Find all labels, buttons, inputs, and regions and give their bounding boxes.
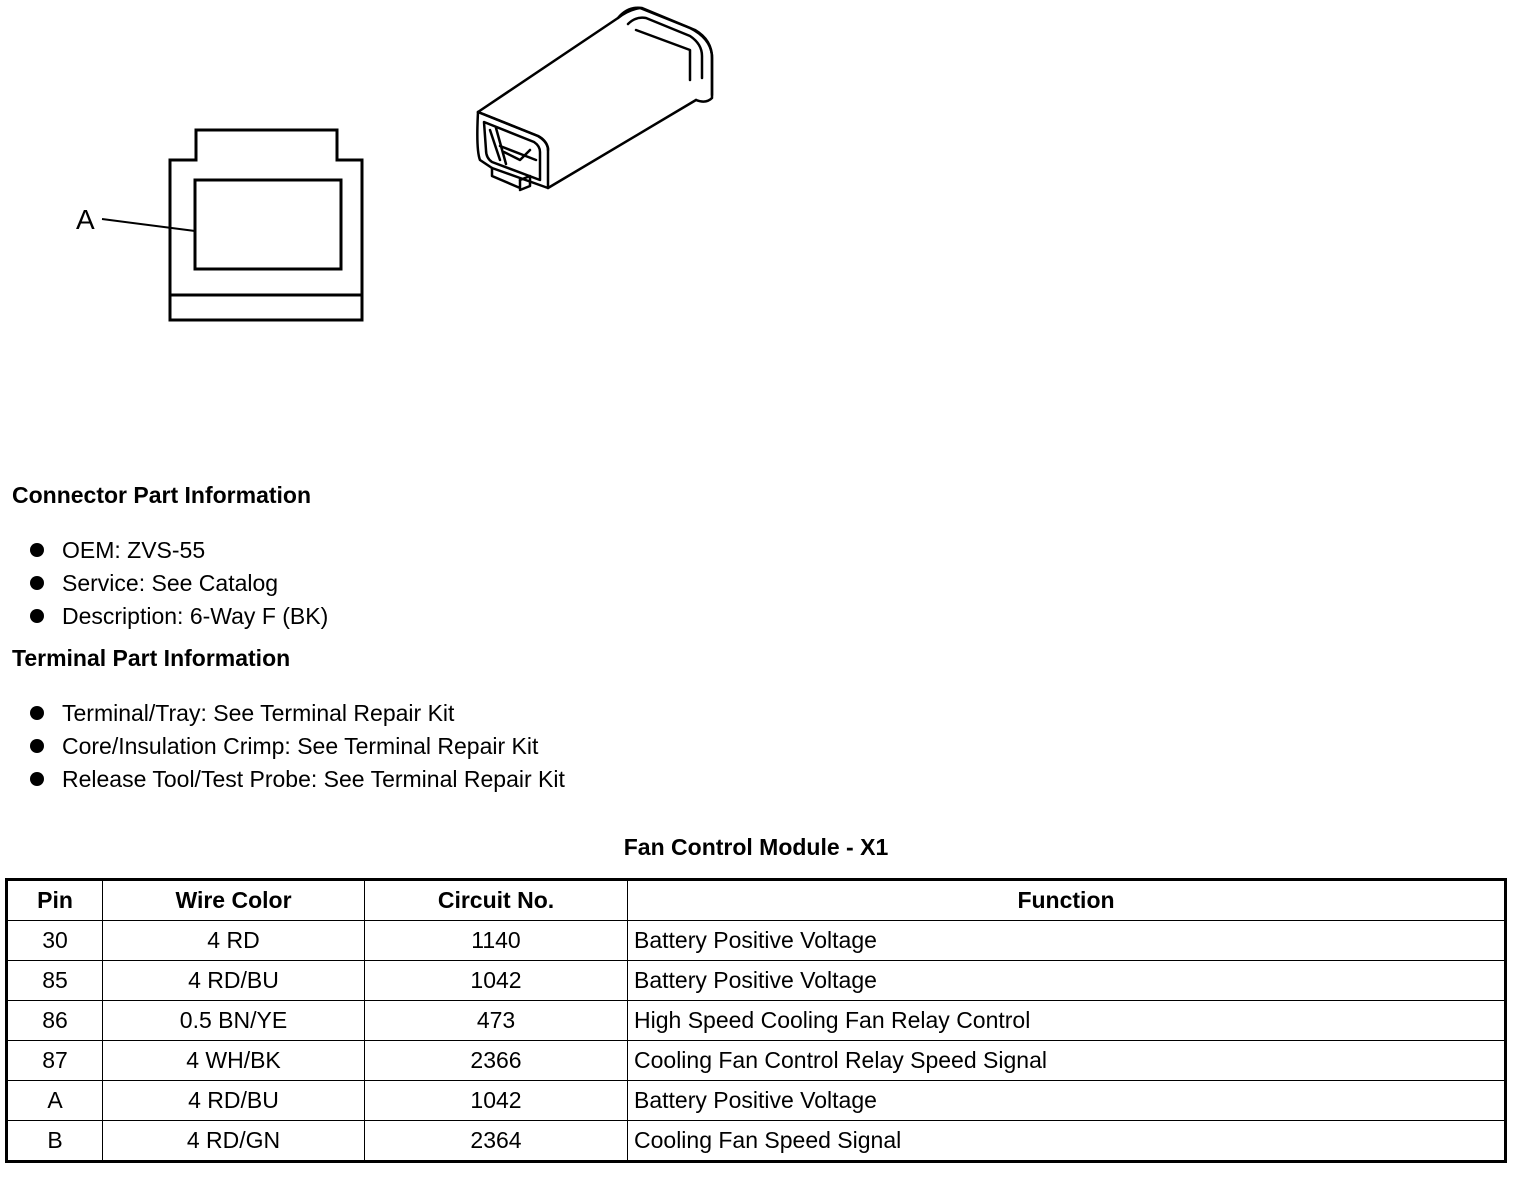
bullet-icon xyxy=(30,576,44,590)
connector-diagram xyxy=(0,0,760,340)
connector-perspective-view xyxy=(477,8,712,190)
callout-label-a: A xyxy=(76,204,95,235)
cell-wire-color: 4 RD/GN xyxy=(103,1121,365,1162)
list-item-text: Service: See Catalog xyxy=(62,570,279,596)
cell-pin: 87 xyxy=(7,1041,103,1081)
table-row xyxy=(7,1041,1506,1081)
list-item xyxy=(30,697,565,730)
cell-pin: 86 xyxy=(7,1001,103,1041)
cell-pin: B xyxy=(7,1121,103,1162)
cell-circuit: 1042 xyxy=(365,1081,628,1121)
list-item xyxy=(30,763,565,796)
bullet-icon xyxy=(30,609,44,623)
cell-wire-color: 4 RD xyxy=(103,921,365,961)
table-title: Fan Control Module - X1 xyxy=(623,834,889,860)
list-item-text: OEM: ZVS-55 xyxy=(62,537,206,563)
bullet-icon xyxy=(30,543,44,557)
terminal-info-heading: Terminal Part Information xyxy=(12,645,291,671)
list-item xyxy=(30,730,565,763)
list-item-text: Core/Insulation Crimp: See Terminal Repair Kit xyxy=(62,733,539,759)
connector-info-heading: Connector Part Information xyxy=(12,482,312,508)
table-row xyxy=(7,961,1506,1001)
table-row xyxy=(7,921,1506,961)
list-item xyxy=(30,600,328,633)
table-header-row xyxy=(7,880,1506,921)
list-item xyxy=(30,567,328,600)
bullet-icon xyxy=(30,772,44,786)
header-function: Function xyxy=(628,880,1506,921)
cell-circuit: 1140 xyxy=(365,921,628,961)
table-row xyxy=(7,1081,1506,1121)
cell-pin: 85 xyxy=(7,961,103,1001)
list-item xyxy=(30,534,328,567)
cell-wire-color: 4 RD/BU xyxy=(103,961,365,1001)
cell-circuit: 2366 xyxy=(365,1041,628,1081)
cell-pin: 30 xyxy=(7,921,103,961)
list-item-text: Description: 6-Way F (BK) xyxy=(62,603,329,629)
cell-wire-color: 0.5 BN/YE xyxy=(103,1001,365,1041)
bullet-icon xyxy=(30,706,44,720)
list-item-text: Release Tool/Test Probe: See Terminal Repair Kit xyxy=(62,766,565,792)
cell-function: Battery Positive Voltage xyxy=(628,921,1506,961)
cell-function: Battery Positive Voltage xyxy=(628,961,1506,1001)
terminal-cavity-a xyxy=(195,180,341,269)
bullet-icon xyxy=(30,739,44,753)
list-item-text: Terminal/Tray: See Terminal Repair Kit xyxy=(62,700,455,726)
table-row xyxy=(7,1001,1506,1041)
header-pin: Pin xyxy=(7,880,103,921)
cell-pin: A xyxy=(7,1081,103,1121)
pin-table xyxy=(5,878,1507,1163)
cell-function: Cooling Fan Speed Signal xyxy=(628,1121,1506,1162)
terminal-info-list xyxy=(30,697,565,796)
cell-wire-color: 4 RD/BU xyxy=(103,1081,365,1121)
cell-circuit: 473 xyxy=(365,1001,628,1041)
cell-function: Cooling Fan Control Relay Speed Signal xyxy=(628,1041,1506,1081)
header-wire-color: Wire Color xyxy=(103,880,365,921)
cell-function: Battery Positive Voltage xyxy=(628,1081,1506,1121)
cell-circuit: 1042 xyxy=(365,961,628,1001)
cell-circuit: 2364 xyxy=(365,1121,628,1162)
connector-info-list xyxy=(30,534,328,633)
header-circuit: Circuit No. xyxy=(365,880,628,921)
cell-wire-color: 4 WH/BK xyxy=(103,1041,365,1081)
connector-face-view xyxy=(170,130,362,320)
table-row xyxy=(7,1121,1506,1162)
cell-function: High Speed Cooling Fan Relay Control xyxy=(628,1001,1506,1041)
callout-line xyxy=(102,219,195,231)
